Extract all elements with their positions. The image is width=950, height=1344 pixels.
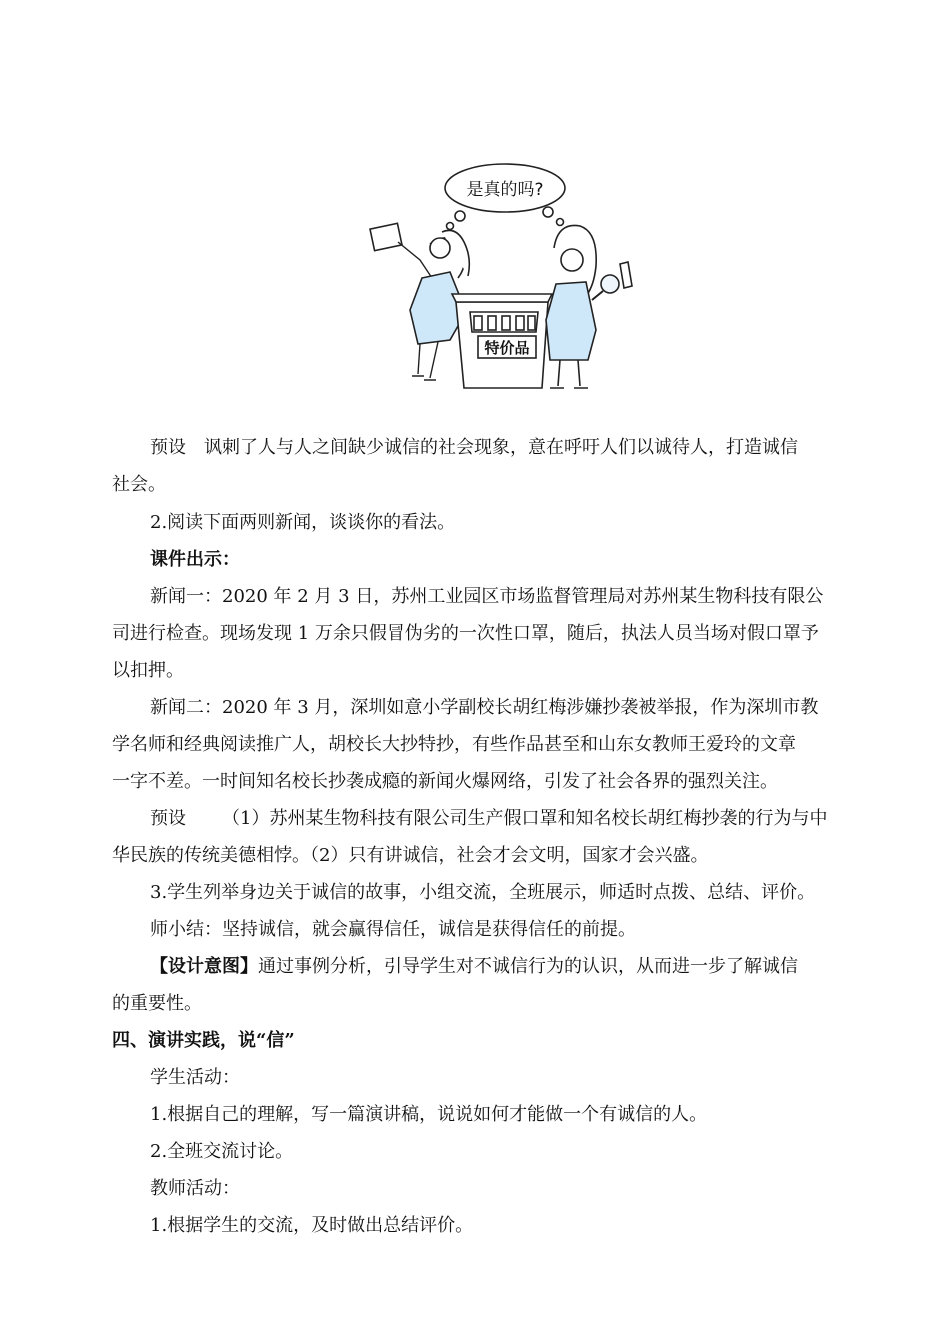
right-woman-dress <box>546 282 596 360</box>
bubble-text: 是真的吗? <box>466 180 544 200</box>
news-1-line-2: 司进行检查。现场发现 1 万余只假冒伪劣的一次性口罩，随后，执法人员当场对假口罩予 <box>112 623 819 644</box>
design-intent-label: 【设计意图】 <box>150 956 258 977</box>
instruction-3: 3.学生列举身边关于诚信的故事，小组交流，全班展示，师适时点拨、总结、评价。 <box>150 882 816 903</box>
teacher-activity-1: 1.根据学生的交流，及时做出总结评价。 <box>150 1215 474 1236</box>
instruction-2: 2.阅读下面两则新闻，谈谈你的看法。 <box>150 512 456 533</box>
illustration <box>360 160 650 400</box>
section-4-heading: 四、演讲实践，说“信” <box>112 1030 295 1051</box>
news-1-line-1: 新闻一：2020 年 2 月 3 日，苏州工业园区市场监督管理局对苏州某生物科技有限公 <box>150 586 824 607</box>
design-intent-text: 通过事例分析，引导学生对不诚信行为的认识，从而进一步了解诚信 <box>258 956 798 977</box>
magnifier-icon <box>601 275 619 293</box>
news-1-line-3: 以扣押。 <box>112 660 184 681</box>
news-2-line-2: 学名师和经典阅读推广人，胡校长大抄特抄，有些作品甚至和山东女教师王爱玲的文章 <box>112 734 796 755</box>
student-activity-heading: 学生活动： <box>150 1067 240 1088</box>
student-activity-2: 2.全班交流讨论。 <box>150 1141 294 1162</box>
preset-paragraph-1 <box>150 437 798 459</box>
courseware-heading: 课件出示： <box>150 549 240 570</box>
design-intent <box>150 956 798 978</box>
paper-note <box>370 223 402 250</box>
teacher-summary: 师小结：坚持诚信，就会赢得信任，诚信是获得信任的前提。 <box>150 919 636 940</box>
preset-paragraph-2-cont: 华民族的传统美德相悖。（2）只有讲诚信，社会才会文明，国家才会兴盛。 <box>112 845 709 866</box>
teacher-activity-heading: 教师活动： <box>150 1178 240 1199</box>
design-intent-cont: 的重要性。 <box>112 993 202 1014</box>
news-2-line-1: 新闻二：2020 年 3 月，深圳如意小学副校长胡红梅涉嫌抄袭被举报，作为深圳市教 <box>150 697 819 718</box>
news-2-line-3: 一字不差。一时间知名校长抄袭成瘾的新闻火爆网络，引发了社会各界的强烈关注。 <box>112 771 778 792</box>
preset-label: 预设 <box>150 808 186 829</box>
preset-label: 预设 <box>150 437 186 458</box>
preset-paragraph-1-cont: 社会。 <box>112 474 166 495</box>
preset-text: （1）苏州某生物科技有限公司生产假口罩和知名校长胡红梅抄袭的行为与中 <box>222 808 828 829</box>
preset-text: 讽刺了人与人之间缺少诚信的社会现象，意在呼吁人们以诚待人，打造诚信 <box>204 437 798 458</box>
student-activity-1: 1.根据自己的理解，写一篇演讲稿，说说如何才能做一个有诚信的人。 <box>150 1104 708 1125</box>
preset-paragraph-2 <box>150 808 827 830</box>
box-label: 特价品 <box>484 339 530 357</box>
